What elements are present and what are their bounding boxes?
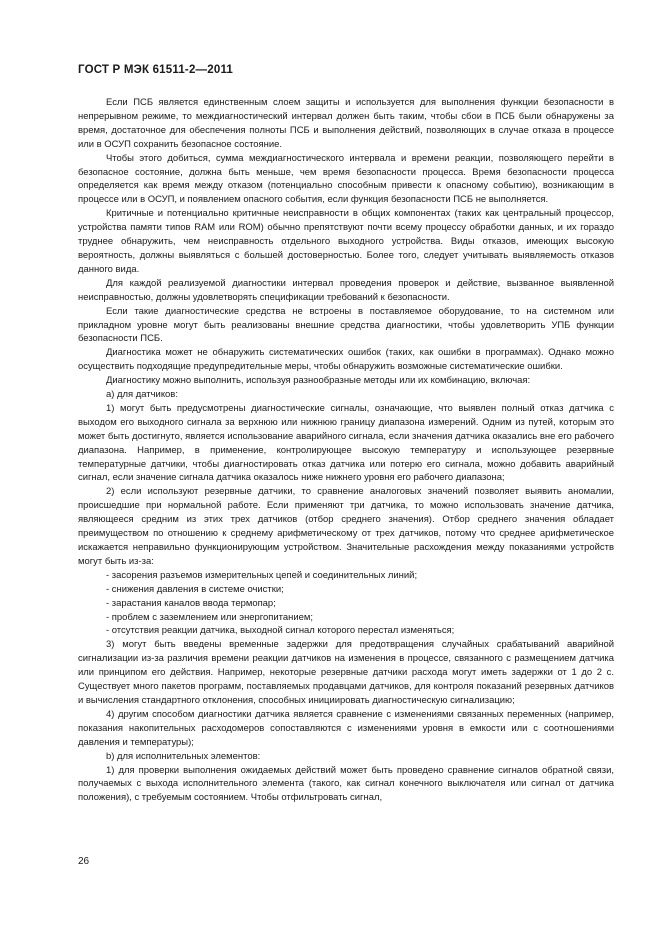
list-item: a) для датчиков:	[106, 389, 178, 401]
list-item: 3) могут быть введены временные задержки для предотвращения случайных срабатываний аварийной сигнализации из-за различия времени реакции датчиков на изменения в процессе, связанного с размещением датчика или принципом его действия. Например, некоторые резервные датчики расхода могут иметь задержки от 1 до 2 с. Существует много пакетов программ, поставляемых продавцами датчиков, для контроля показаний резервных датчиков и вычисления стандартного отклонения, способных инициировать диагностическую сигнализацию;	[78, 639, 614, 706]
paragraph: Для каждой реализуемой диагностики интервал проведения проверок и действие, вызванное выявленной неисправностью, должны удовлетворять спецификации требований к безопасности.	[78, 277, 614, 303]
paragraph: Диагностику можно выполнить, используя разнообразные методы или их комбинацию, включая:	[106, 375, 531, 387]
paragraph: Если такие диагностические средства не встроены в поставляемое оборудование, то на системном или прикладном уровне могут быть реализованы внешние средства диагностики, чтобы удовлетворить УПБ функции безопасности ПСБ.	[78, 305, 614, 345]
paragraph: Если ПСБ является единственным слоем защиты и используется для выполнения функции безопасности в непрерывном режиме, то междиагностический интервал должен быть таким, чтобы сбои в ПСБ были обнаружены за время, достаточное для обеспечения полноты ПСБ и выполнения действий, позволяющих в случае отказа в процессе или в ОСУП сохранить безопасное состояние.	[78, 97, 614, 150]
list-item: 1) для проверки выполнения ожидаемых действий может быть проведено сравнение сигналов обратной связи, получаемых с выхода исполнительного элемента (такого, как сигнал конечного выключателя или сигнал от датчика положения), с требуемым состоянием. Чтобы отфильтровать сигнал,	[78, 764, 614, 804]
dash-list-item: - засорения разъемов измерительных цепей и соединительных линий;	[106, 569, 418, 581]
dash-list-item: - отсутствия реакции датчика, выходной сигнал которого перестал изменяться;	[106, 625, 455, 637]
paragraph: Чтобы этого добиться, сумма междиагностического интервала и времени реакции, позволяющего перейти в безопасное состояние, должна быть меньше, чем время безопасности процесса. Время безопасности процесса определяется как время между отказом (потенциально способным привести к опасному событию), возникающим в процессе или в ОСУП, и появлением опасного события, если функция безопасности ПСБ не выполняется.	[78, 152, 614, 206]
page-number: 26	[78, 856, 90, 867]
list-item: 2) если используют резервные датчики, то сравнение аналоговых значений позволяет выявить аномалии, происшедшие при нормальной работе. Если применяют три датчика, то можно использовать значение датчика, являющееся средним из этих трех датчиков (отбор среднего значения). Отбор среднего значения обладает преимуществом по отношению к среднему арифметическому от трех датчиков, потому что среднее арифметическое искажается неправильно функционирующим устройством. Значительные расхождения между показаниями устройств могут быть из-за:	[78, 486, 614, 567]
dash-list-item: - снижения давления в системе очистки;	[106, 583, 284, 595]
body-text	[78, 96, 614, 805]
list-item: 4) другим способом диагностики датчика является сравнение с изменениями связанных переменных (например, показания накопительных расходомеров сопоставляются с изменениями уровня в емкости или с соотношениями давления и температуры);	[78, 708, 614, 748]
list-item: b) для исполнительных элементов:	[106, 750, 261, 762]
list-item: 1) могут быть предусмотрены диагностические сигналы, означающие, что выявлен полный отказ датчика с выходом его выходного сигнала за верхнюю или нижнюю границу диапазона измерений. Одним из путей, которым это может быть достигнуто, является использование аварийного сигнала, если значения датчика оказались вне его рабочего диапазона. Например, в применение, контролирующее высокую температуру и использующее резервные температурные датчики, чтобы диагностировать отказ датчика или потерю его сигнала, можно добавить аварийный сигнал, если значение сигнала датчика оказалось ниже нижнего уровня его рабочего диапазона;	[78, 402, 614, 484]
paragraph: Диагностика может не обнаружить систематических ошибок (таких, как ошибки в программах). Однако можно осуществить подходящие предупредительные меры, чтобы обнаружить возможные систематические ошибки.	[78, 347, 614, 373]
dash-list-item: - проблем с заземлением или энергопитанием;	[106, 611, 313, 623]
dash-list-item: - зарастания каналов ввода термопар;	[106, 597, 276, 609]
paragraph: Критичные и потенциально критичные неисправности в общих компонентах (таких как центральный процессор, устройства памяти типов RAM или ROM) обычно препятствуют почти всему процессу обработки данных, и их гораздо труднее обнаружить, чем неисправность отдельного выходного устройства. Виды отказов, имеющих высокую вероятность, должны выявляться с большей достоверностью. Более того, следует учитывать выявляемость отказов данного вида.	[78, 208, 614, 275]
document-header: ГОСТ Р МЭК 61511-2—2011	[78, 64, 234, 76]
